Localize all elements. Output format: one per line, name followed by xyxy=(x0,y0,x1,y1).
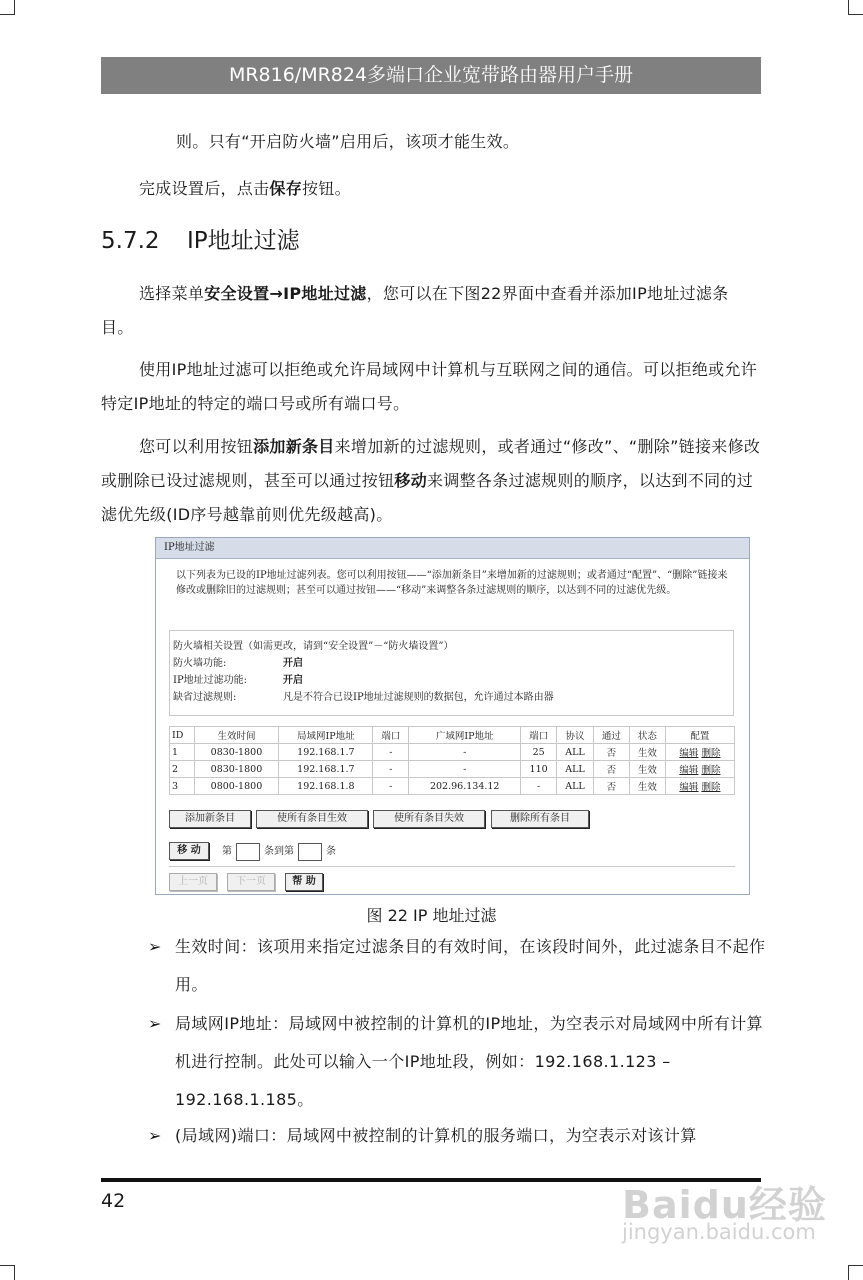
panel-title: IP地址过滤 xyxy=(156,538,749,559)
edit-link[interactable]: 编辑 xyxy=(679,765,699,776)
panel-description: 以下列表为已设的IP地址过滤列表。您可以利用按钮——“添加新条目”来增加新的过滤规则；或者通过“配置”、“删除”链接来修改或删除旧的过滤规则；甚至可以通过按钮——“移动”来调整各条过滤规则的顺序，以达到不同的过滤优先级。 xyxy=(176,570,728,596)
table-header-row xyxy=(170,727,735,744)
figure-screenshot xyxy=(155,537,750,895)
paragraph-usage: 使用IP地址过滤可以拒绝或允许局域网中计算机与互联网之间的通信。可以拒绝或允许特定IP地址的特定的端口号或所有端口号。 xyxy=(101,360,758,413)
firewall-row: 缺省过滤规则: 凡是不符合已设IP地址过滤规则的数据包，允许通过本路由器 xyxy=(173,692,554,703)
firewall-row: IP地址过滤功能: 开启 xyxy=(173,675,303,686)
delete-link[interactable]: 删除 xyxy=(701,765,721,776)
disable-all-button[interactable]: 使所有条目失效 xyxy=(373,810,485,828)
delete-all-button[interactable]: 删除所有条目 xyxy=(491,810,589,828)
col-time: 生效时间 xyxy=(194,727,279,744)
filter-rules-table xyxy=(169,726,735,795)
col-lan-ip: 局域网IP地址 xyxy=(279,727,373,744)
arrow-bullet-icon: ➢ xyxy=(148,1126,162,1145)
crop-mark-top-left xyxy=(0,0,15,15)
col-config: 配置 xyxy=(665,727,734,744)
crop-mark-bottom-left xyxy=(0,1265,15,1280)
delete-link[interactable]: 删除 xyxy=(701,782,721,793)
table-row: 2 0830-1800 192.168.1.7 - - 110 ALL 否 生效 编辑 删除 xyxy=(170,761,735,778)
move-from-input[interactable] xyxy=(236,843,260,861)
section-heading xyxy=(101,222,300,255)
table-row: 1 0830-1800 192.168.1.7 - - 25 ALL 否 生效 编辑 删除 xyxy=(170,744,735,761)
crop-mark-bottom-right xyxy=(848,1265,863,1280)
move-controls: 第 条到第 条 xyxy=(222,842,336,861)
col-lan-port: 端口 xyxy=(373,727,409,744)
table-row: 3 0800-1800 192.168.1.8 - 202.96.134.12 - ALL 否 生效 编辑 删除 xyxy=(170,778,735,795)
running-header: MR816/MR824多端口企业宽带路由器用户手册 xyxy=(101,57,761,94)
move-to-input[interactable] xyxy=(298,843,322,861)
intro-line-2: 完成设置后，点击保存按钮。 xyxy=(139,179,351,198)
crop-mark-top-right xyxy=(848,0,863,15)
bullet-item: ➢ 生效时间：该项用来指定过滤条目的有效时间，在该段时间外，此过滤条目不起作用。 xyxy=(148,928,768,1004)
firewall-row: 防火墙功能: 开启 xyxy=(173,658,303,669)
move-button[interactable]: 移 动 xyxy=(169,842,209,860)
section-title: IP地址过滤 xyxy=(187,228,300,254)
paragraph-menu-path: 选择菜单安全设置→IP地址过滤，您可以在下图22界面中查看并添加IP地址过滤条目。 xyxy=(101,284,729,337)
col-wan-port: 端口 xyxy=(521,727,557,744)
intro-line-1: 则。只有“开启防火墙”启用后，该项才能生效。 xyxy=(176,132,520,151)
col-pass: 通过 xyxy=(593,727,629,744)
firewall-heading: 防火墙相关设置（如需更改，请到“安全设置”－“防火墙设置”） xyxy=(173,641,454,652)
delete-link[interactable]: 删除 xyxy=(701,748,721,759)
help-button[interactable]: 帮 助 xyxy=(285,873,323,891)
panel-footer-divider xyxy=(169,866,735,867)
firewall-settings-box xyxy=(169,630,734,716)
watermark xyxy=(612,1150,842,1250)
arrow-bullet-icon: ➢ xyxy=(148,937,162,956)
watermark-brand: Baidu经验 xyxy=(622,1183,827,1227)
bullet-item: ➢ (局域网)端口：局域网中被控制的计算机的服务端口，为空表示对该计算 xyxy=(148,1117,768,1155)
col-id: ID xyxy=(170,727,195,744)
watermark-url: jingyan.baidu.com xyxy=(622,1220,816,1244)
prev-page-button[interactable]: 上一页 xyxy=(169,873,217,891)
paragraph-buttons: 您可以利用按钮添加新条目来增加新的过滤规则，或者通过“修改”、“删除”链接来修改或删除已设过滤规则，甚至可以通过按钮移动来调整各条过滤规则的顺序，以达到不同的过滤优先级(ID序号越靠前则优先级越高)。 xyxy=(101,437,761,524)
bullet-item: ➢ 局域网IP地址：局域网中被控制的计算机的IP地址，为空表示对局域网中所有计算机进行控制。此处可以输入一个IP地址段，例如：192.168.1.123 – 192.168.1.185。 xyxy=(148,1005,768,1119)
section-number: 5.7.2 xyxy=(101,228,160,254)
add-entry-button[interactable]: 添加新条目 xyxy=(169,810,251,828)
arrow-bullet-icon: ➢ xyxy=(148,1014,162,1033)
col-wan-ip: 广域网IP地址 xyxy=(409,727,521,744)
edit-link[interactable]: 编辑 xyxy=(679,748,699,759)
col-protocol: 协议 xyxy=(557,727,594,744)
edit-link[interactable]: 编辑 xyxy=(679,782,699,793)
col-status: 状态 xyxy=(629,727,665,744)
next-page-button[interactable]: 下一页 xyxy=(227,873,275,891)
figure-caption: 图 22 IP 地址过滤 xyxy=(366,906,497,925)
page-number: 42 xyxy=(101,1190,126,1212)
enable-all-button[interactable]: 使所有条目生效 xyxy=(256,810,368,828)
